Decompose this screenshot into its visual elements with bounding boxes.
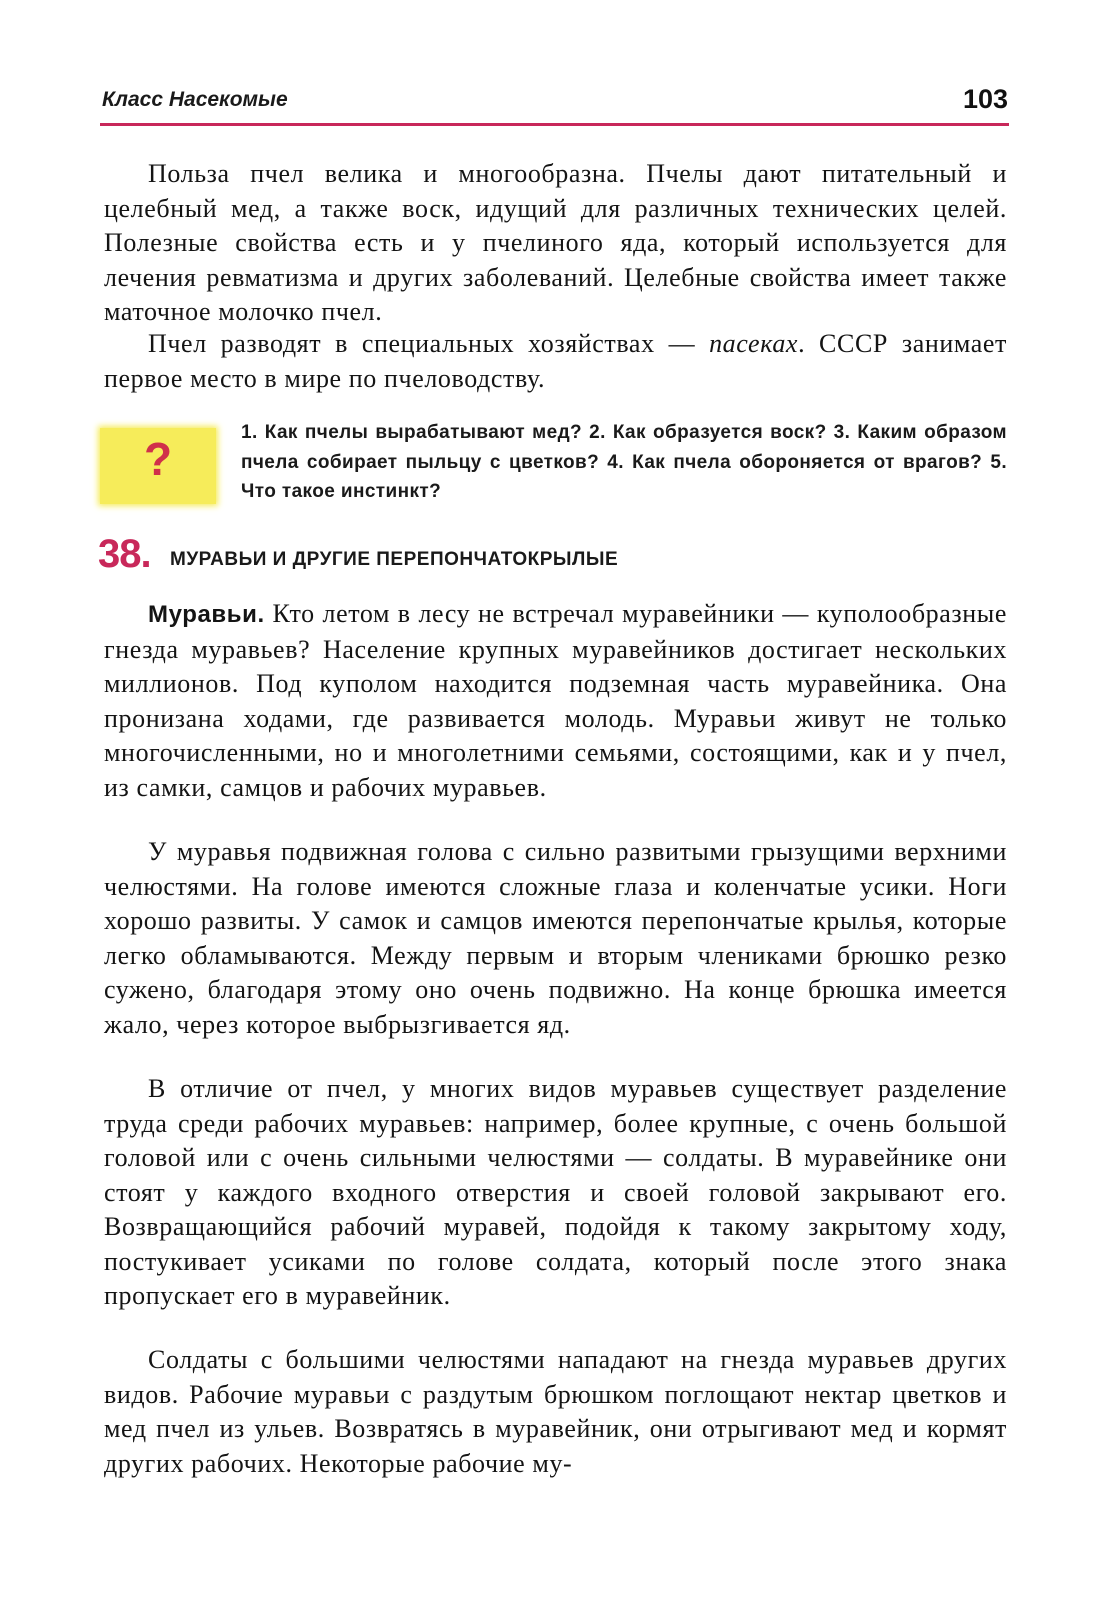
intro-paragraph-2-start: Пчел разводят в специальных хозяйствах —: [148, 329, 710, 358]
intro-paragraph-2-end: . СССР занимает первое место в мире по пчеловодству.: [104, 329, 1007, 393]
intro-paragraph-1: Польза пчел велика и многообразна. Пчелы дают питательный и целебный мед, а также воск, идущий для различных технических целей. Полезные свойства есть и у пчелиного яда, который используется для лечения ревматизма и других заболеваний. Целебные свойства имеет также маточное молочко пчел.: [104, 159, 1007, 326]
questions-badge: [100, 428, 216, 504]
body-paragraph-3: В отличие от пчел, у многих видов муравьев существует разделение труда среди рабочих муравьев: например, более крупные, с очень большой головой или с очень сильными челюстями — солдаты. В муравейнике они стоят у каждого входного отверстия и своей головой закрывают его. Возвращающийся рабочий муравей, подойдя к такому закрытому ходу, постукивает усиками по голове солдата, который после этого знака пропускает его в муравейник.: [104, 1074, 1007, 1310]
page-number: 103: [962, 84, 1008, 114]
section-number: 38.: [98, 532, 151, 576]
body-paragraph-1-lead: Муравьи.: [148, 601, 265, 628]
term-pasekah: пасеках: [709, 329, 799, 358]
review-questions: 1. Как пчелы вырабатывают мед? 2. Как образуется воск? 3. Каким образом пчела собирает пыльцу с цветков? 4. Как пчела обороняется от врагов? 5. Что такое инстинкт?: [241, 422, 1007, 502]
intro-paragraph-2: [104, 327, 1007, 396]
body-paragraph-2: У муравья подвижная голова с сильно развитыми грызущими верхними челюстями. На голове имеются сложные глаза и коленчатые усики. Ноги хорошо развиты. У самок и самцов имеются перепончатые крылья, которые легко обламываются. Между первым и вторым члениками брюшко резко сужено, благодаря этому оно очень подвижно. На конце брюшка имеется жало, через которое выбрызгивается яд.: [104, 837, 1007, 1039]
body-paragraph-1-text: Кто летом в лесу не встречал муравейники — куполообразные гнезда муравьев? Население крупных муравейников достигает нескольких миллионов. Под куполом находится подземная часть муравейника. Она пронизана ходами, где развивается молодь. Муравьи живут не только многочисленными, но и многолетними семьями, состоящими, как и у пчел, из самки, самцов и рабочих муравьев.: [104, 599, 1007, 802]
running-header-title: Класс Насекомые: [102, 88, 288, 111]
section-title: МУРАВЬИ И ДРУГИЕ ПЕРЕПОНЧАТОКРЫЛЫЕ: [170, 549, 619, 570]
header-divider: [100, 123, 1009, 126]
body-paragraph-4: Солдаты с большими челюстями нападают на гнезда муравьев других видов. Рабочие муравьи с раздутым брюшком поглощают нектар цветков и мед пчел из ульев. Возвратясь в муравейник, они отрыгивают мед и кормят других рабочих. Некоторые рабочие му-: [104, 1345, 1007, 1478]
question-mark-icon: ?: [143, 433, 173, 485]
body-paragraph-1: [104, 597, 1007, 805]
